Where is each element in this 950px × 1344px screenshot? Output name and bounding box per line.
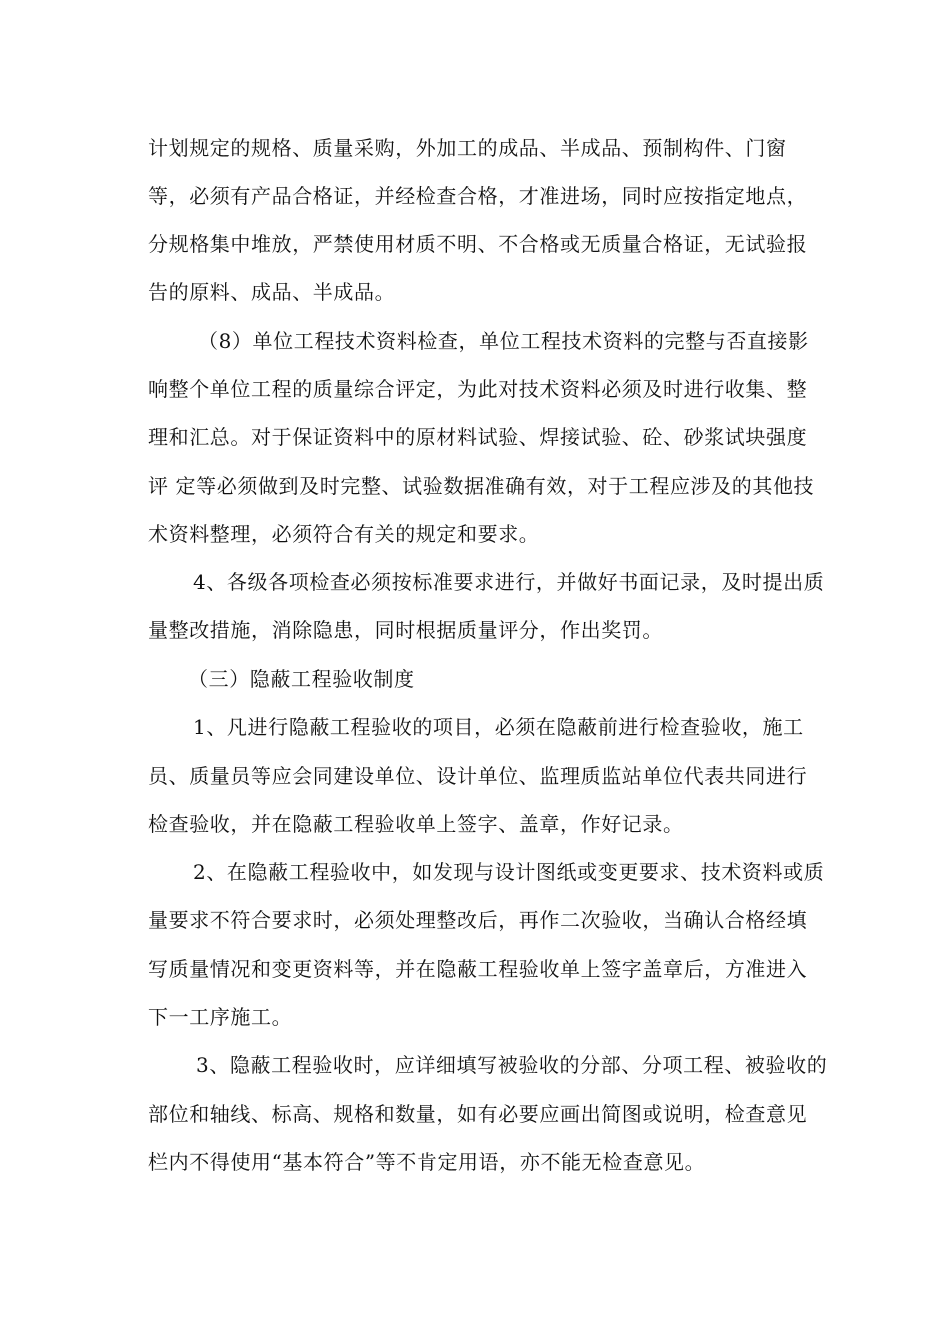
text-line-17: 量要求不符合要求时，必须处理整改后，再作二次验收，当确认合格经填 <box>148 908 808 932</box>
text-line-2: 等，必须有产品合格证，并经检查合格，才准进场，同时应按指定地点， <box>148 184 808 208</box>
text-line-3: 分规格集中堆放，严禁使用材质不明、不合格或无质量合格证，无试验报 <box>148 232 808 256</box>
text-line-19: 下一工序施工。 <box>148 1005 293 1029</box>
text-line-14: 员、质量员等应会同建设单位、设计单位、监理质监站单位代表共同进行 <box>148 764 808 788</box>
text-line-16: 2、在隐蔽工程验收中，如发现与设计图纸或变更要求、技术资料或质 <box>193 860 825 884</box>
text-line-18: 写质量情况和变更资料等，并在隐蔽工程验收单上签字盖章后，方准进入 <box>148 957 808 981</box>
text-line-9: 术资料整理，必须符合有关的规定和要求。 <box>148 522 540 546</box>
text-line-8: 评 定等必须做到及时完整、试验数据准确有效，对于工程应涉及的其他技 <box>148 474 815 498</box>
text-line-6: 响整个单位工程的质量综合评定，为此对技术资料必须及时进行收集、整 <box>148 377 808 401</box>
text-line-1: 计划规定的规格、质量采购，外加工的成品、半成品、预制构件、门窗 <box>148 136 787 160</box>
text-line-7: 理和汇总。对于保证资料中的原材料试验、焊接试验、砼、砂浆试块强度 <box>148 425 808 449</box>
text-line-10: 4、各级各项检查必须按标准要求进行，并做好书面记录，及时提出质 <box>193 570 825 594</box>
section-heading: （三）隐蔽工程验收制度 <box>188 667 415 691</box>
text-line-4: 告的原料、成品、半成品。 <box>148 280 396 304</box>
text-line-5: （8）单位工程技术资料检查，单位工程技术资料的完整与否直接影 <box>198 329 809 353</box>
text-line-20: 3、隐蔽工程验收时，应详细填写被验收的分部、分项工程、被验收的 <box>196 1053 828 1077</box>
text-line-13: 1、凡进行隐蔽工程验收的项目，必须在隐蔽前进行检查验收，施工 <box>193 715 804 739</box>
text-line-22: 栏内不得使用“基本符合”等不肯定用语，亦不能无检查意见。 <box>148 1150 706 1174</box>
text-line-21: 部位和轴线、标高、规格和数量，如有必要应画出简图或说明，检查意见 <box>148 1102 808 1126</box>
text-line-15: 检查验收，并在隐蔽工程验收单上签字、盖章，作好记录。 <box>148 812 684 836</box>
text-line-11: 量整改措施，消除隐患，同时根据质量评分，作出奖罚。 <box>148 618 663 642</box>
